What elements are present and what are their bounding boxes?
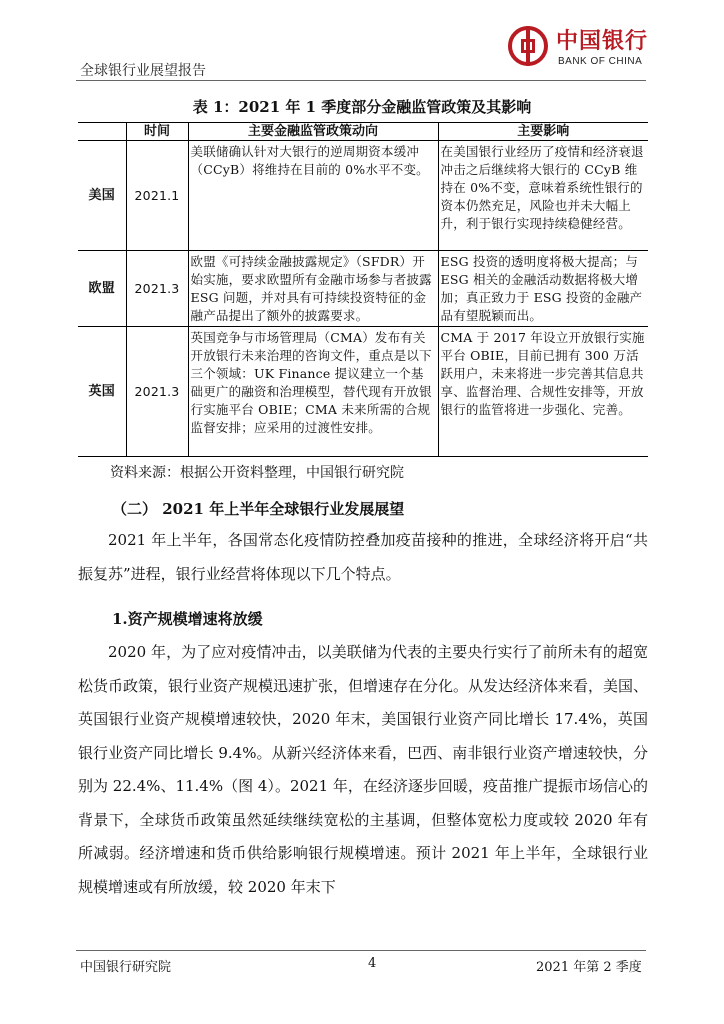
row-impact: 在美国银行业经历了疫情和经济衰退冲击之后继续将大银行的 CCyB 维持在 0%不变，意味着系统性银行的资本仍然充足，风险也并未大幅上升，利于银行实现持续稳健经营。 — [438, 141, 648, 251]
row-impact: CMA 于 2017 年设立开放银行实施平台 OBIE，目前已拥有 300 万活跃用户，未来将进一步完善其信息共享、监督治理、合规性安排等，开放银行的监管将进一步强化、完善。 — [438, 327, 648, 457]
header-date: 时间 — [126, 123, 188, 141]
row-impact: ESG 投资的透明度将极大提高；与 ESG 相关的金融活动数据将极大增加；真正致力于 ESG 投资的金融产品有望脱颖而出。 — [438, 251, 648, 327]
footer-period: 2021 年第 2 季度 — [536, 960, 642, 975]
table-caption: 表 1：2021 年 1 季度部分金融监管政策及其影响 — [192, 98, 532, 116]
footer-divider — [76, 950, 646, 951]
row-region: 美国 — [78, 141, 126, 251]
section-heading: （二） 2021 年上半年全球银行业发展展望 — [112, 500, 405, 518]
row-date: 2021.1 — [126, 141, 188, 251]
bank-of-china-emblem-icon — [508, 26, 548, 66]
header-divider — [76, 80, 646, 81]
source-note: 资料来源：根据公开资料整理，中国银行研究院 — [110, 465, 404, 481]
policy-table — [78, 122, 648, 457]
row-date: 2021.3 — [126, 327, 188, 457]
header-impact: 主要影响 — [438, 123, 648, 141]
page-number: 4 — [368, 956, 377, 971]
report-title: 全球银行业展望报告 — [80, 63, 206, 79]
footer-org: 中国银行研究院 — [80, 960, 172, 975]
bank-logo — [508, 20, 648, 78]
row-date: 2021.3 — [126, 251, 188, 327]
body-paragraph: 2020 年，为了应对疫情冲击，以美联储为代表的主要央行实行了前所未有的超宽松货币政策，银行业资产规模迅速扩张，但增速存在分化。从发达经济体来看，美国、英国银行业资产规模增速较快，2020 年末，美国银行业资产同比增长 17.4%，英国银行业资产同比增长 9.4%。从新兴经济体来看，巴西、南非银行业资产增速较快，分别为 22.4%、11.4%（图 4）。2021 年，在经济逐步回暖，疫苗推广提振市场信心的背景下，全球货币政策虽然延续继续宽松的主基调，但整体宽松力度或较 2020 年有所减弱。经济增速和货币供给影响银行规模增速。预计 2021 年上半年，全球银行业规模增速或有所放缓，较 2020 年末下 — [78, 643, 649, 896]
header-region — [78, 123, 126, 141]
row-region: 英国 — [78, 327, 126, 457]
logo-english-name: BANK OF CHINA — [558, 56, 643, 67]
table-header-row — [78, 123, 648, 141]
row-policy: 美联储确认针对大银行的逆周期资本缓冲（CCyB）将维持在目前的 0%水平不变。 — [188, 141, 438, 251]
row-policy: 欧盟《可持续金融披露规定》（SFDR）开始实施，要求欧盟所有金融市场参与者披露 ESG 问题，并对具有可持续投资特征的金融产品提出了额外的披露要求。 — [188, 251, 438, 327]
row-policy: 英国竞争与市场管理局（CMA）发布有关开放银行未来治理的咨询文件，重点是以下三个领域：UK Finance 提议建立一个基础更广的融资和治理模型，替代现有开放银行实施平台 OBIE；CMA 未来所需的合规监督安排；应采用的过渡性安排。 — [188, 327, 438, 457]
header-policy: 主要金融监管政策动向 — [188, 123, 438, 141]
logo-chinese-name: 中国银行 — [556, 28, 649, 54]
table-row — [78, 327, 648, 457]
table-row — [78, 251, 648, 327]
table-row — [78, 141, 648, 251]
sub-heading: 1.资产规模增速将放缓 — [112, 610, 263, 628]
intro-paragraph: 2021 年上半年，各国常态化疫情防控叠加疫苗接种的推进，全球经济将开启“共振复苏”进程，银行业经营将体现以下几个特点。 — [78, 531, 648, 583]
row-region: 欧盟 — [78, 251, 126, 327]
